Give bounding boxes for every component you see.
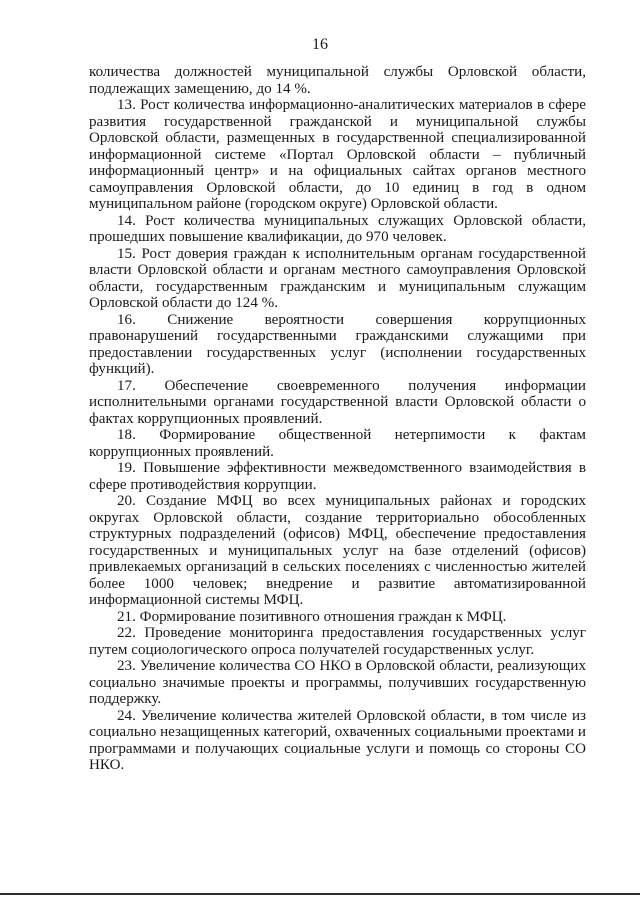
paragraph-item-18: 18. Формирование общественной нетерпимости к фактам коррупционных проявлений. [89, 427, 586, 460]
page-number: 16 [312, 36, 328, 53]
paragraph-item-13: 13. Рост количества информационно-аналитических материалов в сфере развития государственной гражданской и муниципальной службы Орловской области, размещенных в государственной специализированной информационной системе «Портал Орловской области – публичный информационный центр» и на официальных сайтах органов местного самоуправления Орловской области, до 10 единиц в год в одном муниципальном районе (городском округе) Орловской области. [89, 97, 586, 212]
paragraph-item-24: 24. Увеличение количества жителей Орловской области, в том числе из социально незащищенных категорий, охваченных социальными проектами и программами и получающих социальные услуги и помощь со стороны СО НКО. [89, 707, 586, 773]
paragraph-item-22: 22. Проведение мониторинга предоставления государственных услуг путем социологического опроса получателей государственных услуг. [89, 625, 586, 658]
paragraph-item-20: 20. Создание МФЦ во всех муниципальных районах и городских округах Орловской области, создание территориально обособленных структурных подразделений (офисов) МФЦ, обеспечение предоставления государственных и муниципальных услуг на базе отделений (офисов) привлекаемых организаций в сельских поселениях с численностью жителей более 1000 человек; внедрение и развитие автоматизированной информационной системы МФЦ. [89, 493, 586, 608]
paragraph-item-14: 14. Рост количества муниципальных служащих Орловской области, прошедших повышение квалификации, до 970 человек. [89, 212, 586, 245]
paragraph-item-16: 16. Снижение вероятности совершения коррупционных правонарушений государственными гражданскими служащими при предоставлении государственных услуг (исполнении государственных функций). [89, 311, 586, 377]
paragraph-item-21: 21. Формирование позитивного отношения граждан к МФЦ. [117, 608, 507, 625]
paragraph-item-19: 19. Повышение эффективности межведомственного взаимодействия в сфере противодействия коррупции. [89, 460, 586, 493]
paragraph-item-23: 23. Увеличение количества СО НКО в Орловской области, реализующих социально значимые проекты и программы, получивших государственную поддержку. [89, 658, 586, 707]
paragraph-item-15: 15. Рост доверия граждан к исполнительным органам государственной власти Орловской области и органам местного самоуправления Орловской области, государственным гражданским и муниципальным служащим Орловской области до 124 %. [89, 245, 586, 311]
paragraph-continuation: количества должностей муниципальной службы Орловской области, подлежащих замещению, до 14 %. [89, 64, 586, 97]
bottom-divider [0, 893, 640, 895]
document-body [89, 64, 586, 774]
paragraph-item-17: 17. Обеспечение своевременного получения информации исполнительными органами государственной власти Орловской области о фактах коррупционных проявлений. [89, 377, 586, 427]
